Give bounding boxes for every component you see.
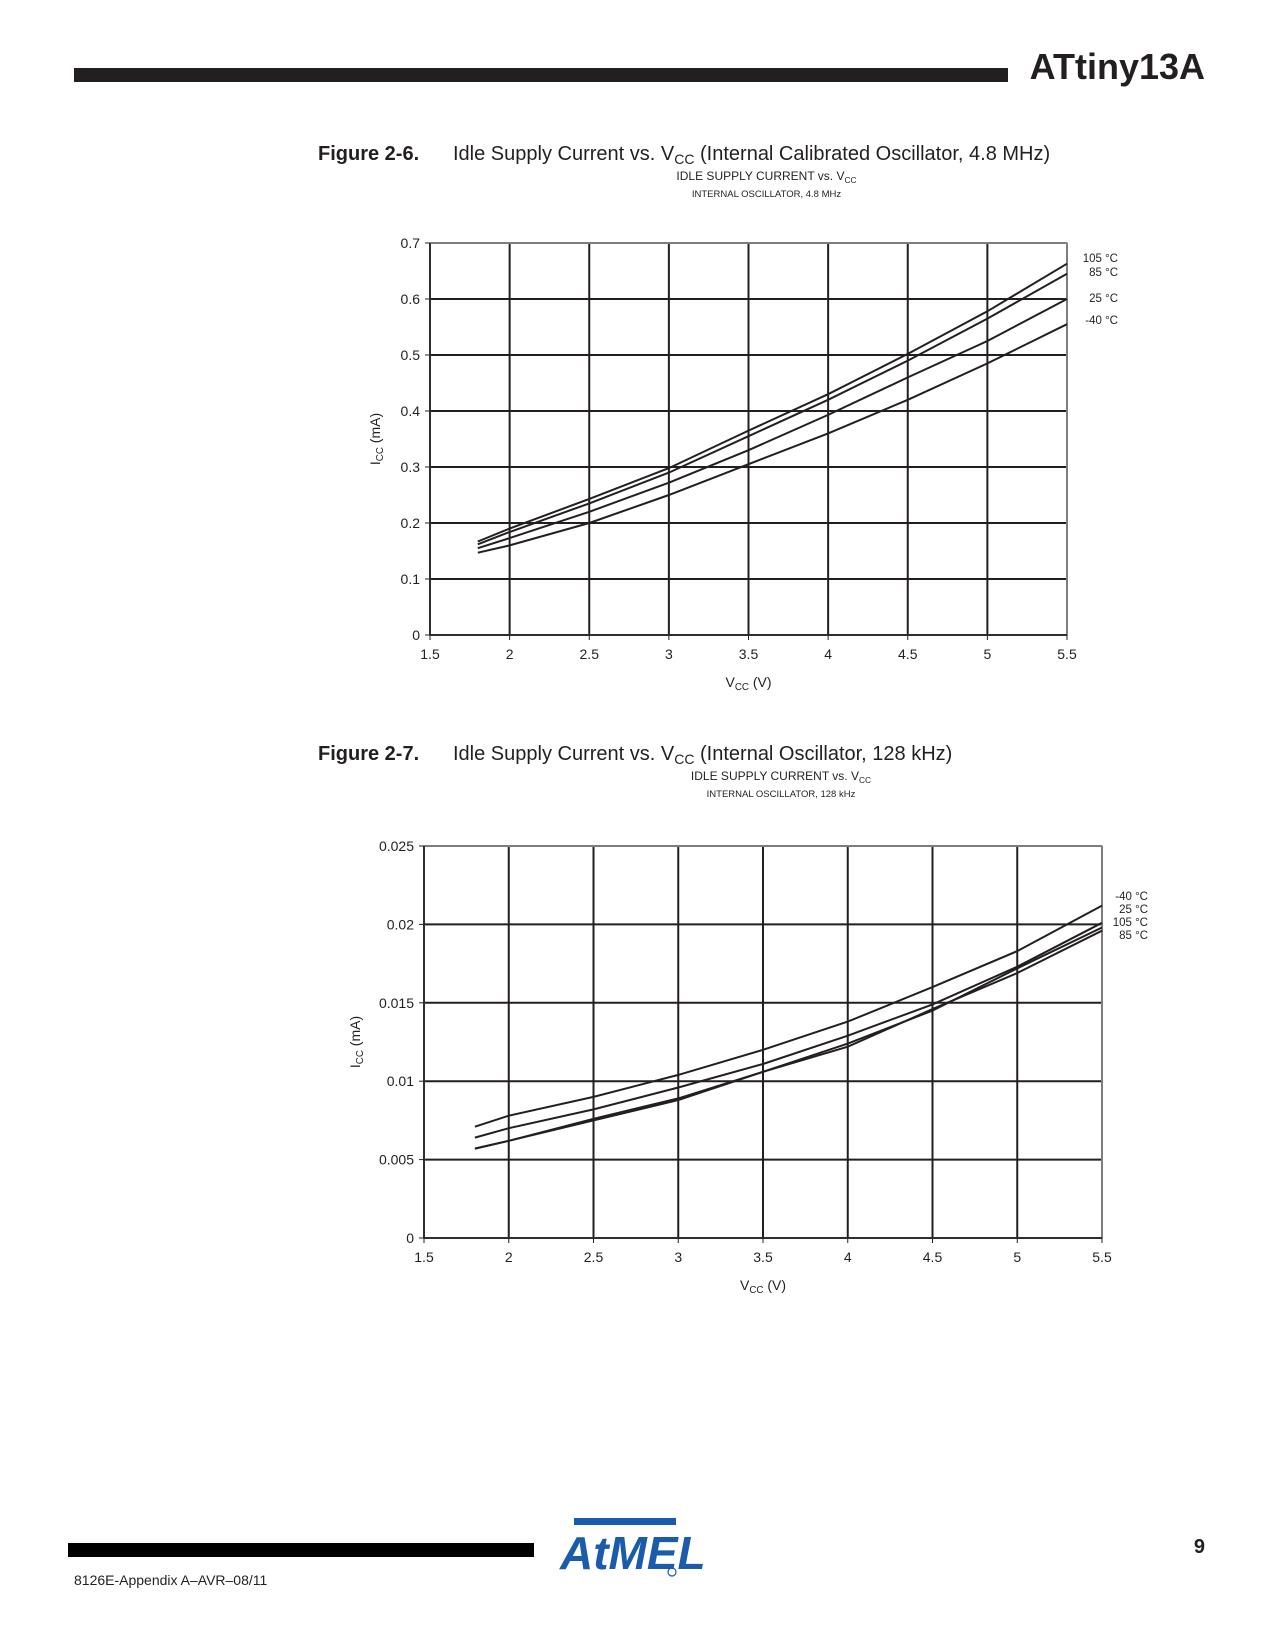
y-axis-label (367, 413, 386, 465)
logo-wordmark: AtMEL (560, 1527, 706, 1579)
y-axis-label-sub: CC (375, 447, 386, 462)
figure-caption-text: Idle Supply Current vs. V (453, 143, 675, 165)
x-axis-label-main: V (725, 674, 735, 690)
legend-entry: 85 °C (1089, 267, 1118, 279)
x-axis-label-sub: CC (734, 682, 749, 693)
y-tick-label: 0.6 (400, 291, 420, 307)
figure-number: Figure 2-7. (318, 743, 420, 765)
chart-title-main: IDLE SUPPLY CURRENT vs. V (676, 169, 845, 183)
series-line (478, 274, 1067, 545)
chart-subtitle: INTERNAL OSCILLATOR, 4.8 MHz (691, 189, 842, 200)
x-axis-label-unit: (V) (763, 1277, 787, 1293)
chart-title (691, 769, 871, 785)
x-tick-label: 5 (1013, 1249, 1022, 1265)
y-tick-label: 0.4 (400, 403, 420, 419)
x-tick-label: 3.5 (753, 1249, 773, 1265)
y-axis-label-sub: CC (355, 1050, 366, 1065)
figure-caption-subscript: CC (674, 751, 695, 767)
series-line (475, 906, 1102, 1127)
y-tick-label: 0.3 (400, 459, 420, 475)
x-axis-label-unit: (V) (748, 674, 772, 690)
legend-entry: 105 °C (1112, 917, 1148, 929)
page-number: 9 (1193, 1536, 1205, 1558)
header-rule (74, 68, 1008, 82)
y-axis-label-main: I (347, 1064, 363, 1069)
y-tick-label: 0.015 (378, 994, 414, 1011)
y-axis-label-group (347, 1016, 366, 1068)
legend-entry: -40 °C (1085, 315, 1118, 327)
x-tick-label: 4 (824, 646, 833, 662)
legend-entry: 105 °C (1082, 253, 1118, 265)
y-axis-label-unit: (mA) (367, 412, 383, 448)
series-line (478, 264, 1067, 542)
x-axis-label (725, 674, 771, 693)
x-tick-label: 2 (505, 646, 514, 662)
y-axis-label-unit: (mA) (347, 1015, 363, 1051)
y-tick-label: 0 (406, 1230, 414, 1246)
chart-title-sub: CC (844, 175, 857, 185)
footer-rule (68, 1543, 534, 1557)
legend-entry: 25 °C (1119, 904, 1148, 916)
figure-caption-subscript: CC (674, 151, 695, 167)
series-line (475, 931, 1102, 1149)
chart-idle-current-4-8mhz (0, 170, 1275, 710)
x-tick-label: 2 (504, 1249, 513, 1265)
chart-title (676, 169, 856, 185)
x-tick-label: 1.5 (420, 646, 440, 662)
x-axis-label-sub: CC (749, 1285, 764, 1296)
chart-title-main: IDLE SUPPLY CURRENT vs. V (690, 769, 859, 783)
x-tick-label: 3 (664, 646, 673, 662)
legend-entry: -40 °C (1115, 891, 1148, 903)
atmel-logo (554, 1516, 706, 1579)
y-tick-label: 0.02 (386, 916, 414, 933)
figure-caption (318, 143, 1050, 167)
x-tick-label: 2.5 (583, 1249, 604, 1265)
y-tick-label: 0.005 (378, 1151, 414, 1168)
legend-entry: 85 °C (1119, 930, 1148, 942)
y-tick-label: 0.1 (400, 571, 420, 587)
document-code: 8126E-Appendix A–AVR–08/11 (74, 1572, 268, 1588)
y-axis-label-main: I (367, 461, 383, 466)
figure-caption-text-tail: (Internal Calibrated Oscillator, 4.8 MHz) (694, 143, 1051, 165)
y-tick-label: 0.025 (378, 838, 414, 854)
document-title: ATtiny13A (1029, 46, 1205, 87)
x-axis-label (740, 1277, 786, 1296)
chart-idle-current-128khz (0, 770, 1275, 1310)
x-tick-label: 3.5 (738, 646, 759, 662)
x-tick-label: 4.5 (922, 1249, 943, 1265)
x-tick-label: 4.5 (898, 646, 918, 662)
figure-number: Figure 2-6. (318, 143, 420, 165)
y-axis-label (347, 1016, 366, 1068)
x-tick-label: 5 (983, 646, 992, 662)
figure-caption (318, 743, 952, 767)
figure-caption-text-tail: (Internal Oscillator, 128 kHz) (694, 743, 953, 765)
x-tick-label: 3 (674, 1249, 683, 1265)
y-axis-label-group (367, 413, 386, 465)
chart-title-sub: CC (858, 775, 872, 785)
x-tick-label: 1.5 (414, 1249, 434, 1265)
x-tick-label: 5.5 (1092, 1249, 1112, 1265)
x-tick-label: 5.5 (1057, 646, 1077, 662)
x-tick-label: 2.5 (579, 646, 599, 662)
y-tick-label: 0.5 (400, 347, 420, 363)
y-tick-label: 0.2 (400, 515, 420, 531)
chart-subtitle: INTERNAL OSCILLATOR, 128 kHz (706, 789, 856, 800)
y-tick-label: 0.7 (400, 235, 420, 251)
y-tick-label: 0.01 (386, 1073, 414, 1090)
legend-entry: 25 °C (1089, 293, 1118, 305)
figure-caption-text: Idle Supply Current vs. V (453, 743, 675, 765)
y-tick-label: 0 (412, 627, 420, 643)
x-tick-label: 4 (843, 1249, 852, 1265)
x-axis-label-main: V (739, 1277, 750, 1293)
